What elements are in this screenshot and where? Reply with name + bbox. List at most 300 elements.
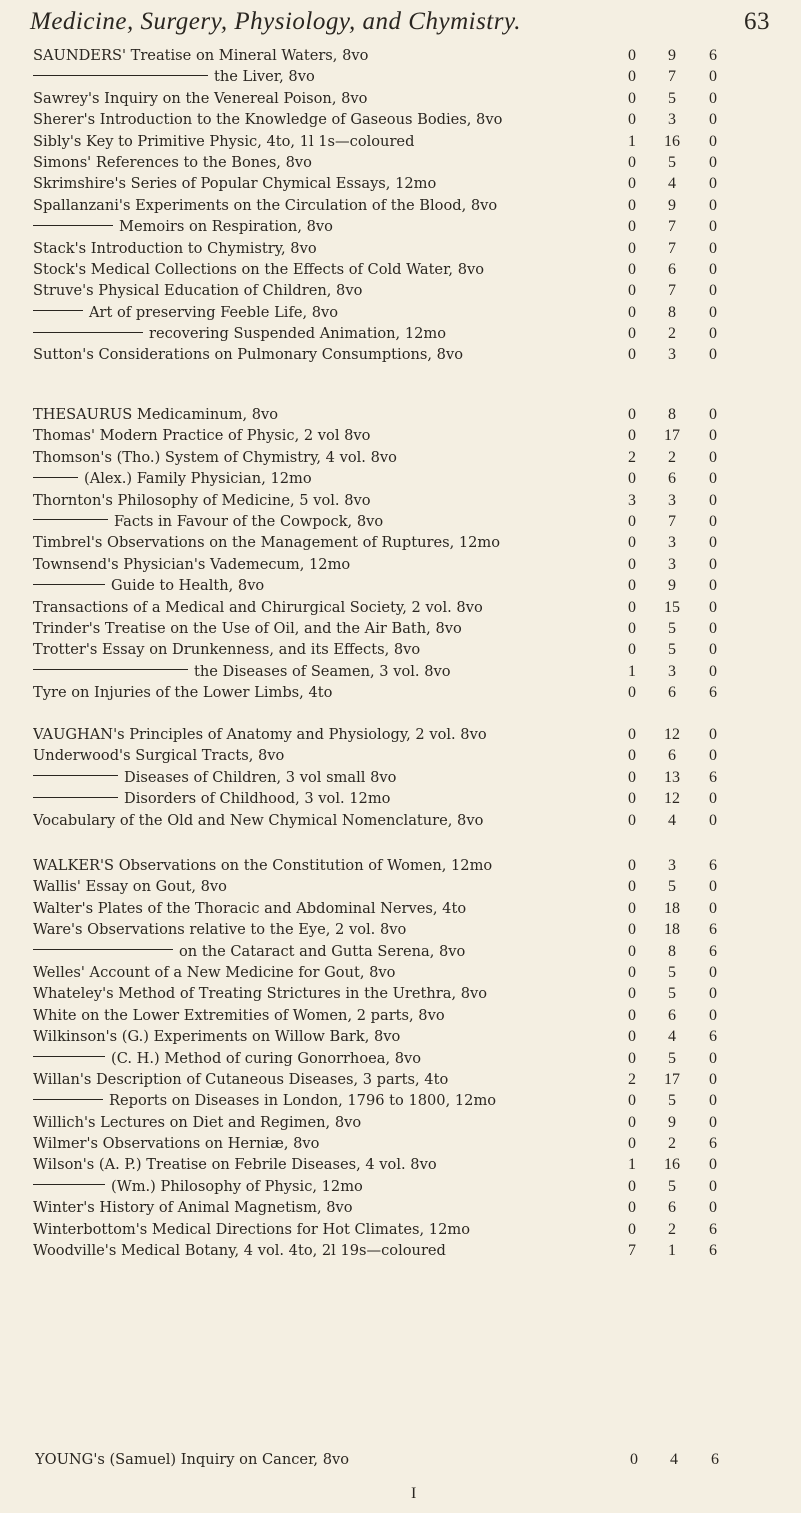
entry-text: Diseases of Children, 3 vol small 8vo xyxy=(124,768,397,786)
list-item xyxy=(33,259,738,280)
entry-text: Welles' Account of a New Medicine for Gout, 8vo xyxy=(33,963,396,981)
price-shillings: 2 xyxy=(668,448,676,466)
entry-text: Willan's Description of Cutaneous Diseases, 3 parts, 4to xyxy=(33,1070,449,1088)
entry-title xyxy=(33,532,623,553)
price-pounds: 0 xyxy=(628,346,636,364)
entry-title xyxy=(33,1154,623,1175)
list-item xyxy=(33,425,738,446)
price-pence: 0 xyxy=(709,282,717,300)
price-pence: 0 xyxy=(709,153,717,171)
price-pounds: 0 xyxy=(628,260,636,278)
price-shillings: 9 xyxy=(668,1113,676,1131)
entry-text: VAUGHAN's Principles of Anatomy and Physiology, 2 vol. 8vo xyxy=(33,726,487,743)
entry-title xyxy=(33,152,623,173)
price-pounds: 0 xyxy=(628,68,636,86)
price-pounds: 0 xyxy=(628,325,636,343)
price-shillings: 9 xyxy=(668,577,676,595)
price-shillings: 7 xyxy=(668,239,676,257)
price-pounds: 0 xyxy=(628,1028,636,1046)
price-pounds: 0 xyxy=(628,1006,636,1024)
entry-title xyxy=(33,876,623,897)
price-pounds: 2 xyxy=(628,448,636,466)
entry-title xyxy=(33,745,623,766)
entry-title xyxy=(33,45,623,66)
entry-text: Ware's Observations relative to the Eye, 2 vol. 8vo xyxy=(33,921,407,939)
price-shillings: 5 xyxy=(668,963,676,981)
list-item xyxy=(33,1197,738,1218)
list-item xyxy=(33,238,738,259)
entry-title xyxy=(33,597,623,618)
entry-title xyxy=(33,788,623,809)
price-pence: 0 xyxy=(709,555,717,573)
price-shillings: 1 xyxy=(668,1242,676,1260)
entry-text: Sibly's Key to Primitive Physic, 4to, 1l 1s—coloured xyxy=(33,132,415,150)
price-pence: 6 xyxy=(709,857,717,874)
entry-title xyxy=(33,404,623,425)
entry-text: the Diseases of Seamen, 3 vol. 8vo xyxy=(194,662,451,680)
list-item xyxy=(33,280,738,301)
entry-title xyxy=(33,88,623,109)
entry-title xyxy=(33,1069,623,1090)
price-pounds: 0 xyxy=(628,619,636,637)
ditto-rule xyxy=(33,669,188,670)
price-pounds: 0 xyxy=(628,1049,636,1067)
ditto-rule xyxy=(33,1184,105,1185)
price-pounds: 0 xyxy=(628,218,636,236)
price-pounds: 0 xyxy=(628,577,636,595)
entry-text: Woodville's Medical Botany, 4 vol. 4to, 2l 19s—coloured xyxy=(33,1242,446,1260)
list-item xyxy=(33,152,738,173)
entry-text: Thornton's Philosophy of Medicine, 5 vol. 8vo xyxy=(33,491,371,509)
price-shillings: 8 xyxy=(668,406,676,423)
price-shillings: 2 xyxy=(668,1220,676,1238)
entry-text: Thomas' Modern Practice of Physic, 2 vol 8vo xyxy=(33,427,371,445)
list-item xyxy=(33,855,738,876)
entry-text: Simons' References to the Bones, 8vo xyxy=(33,153,312,171)
price-pence: 6 xyxy=(709,1220,717,1238)
price-pounds: 1 xyxy=(628,662,636,680)
ditto-rule xyxy=(33,584,105,585)
entry-title xyxy=(33,468,623,489)
section-v xyxy=(33,724,738,831)
ditto-rule xyxy=(33,1056,105,1057)
entry-text: Wilmer's Observations on Herniæ, 8vo xyxy=(33,1135,320,1153)
entry-title xyxy=(33,618,623,639)
price-pounds: 0 xyxy=(628,641,636,659)
price-pence: 6 xyxy=(709,1028,717,1046)
price-pence: 0 xyxy=(709,491,717,509)
price-shillings: 4 xyxy=(668,1028,676,1046)
entry-text: Tyre on Injuries of the Lower Limbs, 4to xyxy=(33,684,333,702)
price-pence: 6 xyxy=(709,47,717,64)
entry-text: on the Cataract and Gutta Serena, 8vo xyxy=(179,942,466,960)
entry-text: Wallis' Essay on Gout, 8vo xyxy=(33,878,227,896)
list-item xyxy=(33,724,738,745)
price-pence: 6 xyxy=(709,768,717,786)
list-item xyxy=(33,1048,738,1069)
price-pence: 0 xyxy=(709,1177,717,1195)
price-shillings: 5 xyxy=(668,89,676,107)
entry-text: Wilkinson's (G.) Experiments on Willow Bark, 8vo xyxy=(33,1028,401,1046)
entry-text: Winter's History of Animal Magnetism, 8vo xyxy=(33,1199,353,1217)
price-shillings: 3 xyxy=(668,534,676,552)
price-shillings: 5 xyxy=(668,619,676,637)
price-pence: 0 xyxy=(709,1092,717,1110)
list-item xyxy=(33,173,738,194)
price-pence: 0 xyxy=(709,448,717,466)
list-item xyxy=(33,447,738,468)
price-pence: 0 xyxy=(709,577,717,595)
price-shillings: 5 xyxy=(668,641,676,659)
price-shillings: 5 xyxy=(668,1092,676,1110)
list-item xyxy=(33,1112,738,1133)
entry-text: Transactions of a Medical and Chirurgical Society, 2 vol. 8vo xyxy=(33,598,483,616)
price-pounds: 0 xyxy=(628,175,636,193)
price-pounds: 0 xyxy=(628,196,636,214)
price-pence: 0 xyxy=(709,303,717,321)
price-pence: 0 xyxy=(709,1006,717,1024)
list-item xyxy=(33,1090,738,1111)
price-pounds: 0 xyxy=(628,555,636,573)
entry-title xyxy=(33,941,623,962)
section-s xyxy=(33,45,738,366)
entry-text: Willich's Lectures on Diet and Regimen, 8vo xyxy=(33,1113,362,1131)
page-number: 63 xyxy=(744,8,770,35)
entry-title xyxy=(33,575,623,596)
list-item xyxy=(33,195,738,216)
entry-title xyxy=(33,131,623,152)
entry-title xyxy=(33,66,623,87)
list-item xyxy=(33,597,738,618)
entry-title xyxy=(33,302,623,323)
list-item xyxy=(33,745,738,766)
entry-text: White on the Lower Extremities of Women, 2 parts, 8vo xyxy=(33,1006,445,1024)
entry-text: SAUNDERS' Treatise on Mineral Waters, 8vo xyxy=(33,47,369,64)
entry-title xyxy=(33,724,623,745)
price-shillings: 5 xyxy=(668,1049,676,1067)
price-shillings: 6 xyxy=(668,1006,676,1024)
price-shillings: 7 xyxy=(668,68,676,86)
list-item xyxy=(33,88,738,109)
entry-title xyxy=(33,1090,623,1111)
list-item xyxy=(33,511,738,532)
price-pence: 0 xyxy=(709,662,717,680)
entry-title xyxy=(33,554,623,575)
list-item xyxy=(33,404,738,425)
price-shillings: 6 xyxy=(668,1199,676,1217)
price-pence: 0 xyxy=(709,726,717,743)
price-pounds: 2 xyxy=(628,1070,636,1088)
list-item xyxy=(33,575,738,596)
price-pounds: 0 xyxy=(628,89,636,107)
entry-title xyxy=(33,1197,623,1218)
price-pence: 0 xyxy=(709,512,717,530)
price-pence: 0 xyxy=(709,196,717,214)
price-shillings: 17 xyxy=(664,1070,680,1088)
price-pence: 0 xyxy=(709,239,717,257)
entry-title xyxy=(33,1240,623,1261)
price-pence: 0 xyxy=(709,619,717,637)
list-item xyxy=(33,788,738,809)
price-shillings: 16 xyxy=(664,1156,680,1174)
price-pence: 0 xyxy=(709,427,717,445)
entry-title xyxy=(33,280,623,301)
entry-text: Walter's Plates of the Thoracic and Abdominal Nerves, 4to xyxy=(33,899,467,917)
list-item xyxy=(33,767,738,788)
entry-title xyxy=(33,1219,623,1240)
entry-text: Reports on Diseases in London, 1796 to 1800, 12mo xyxy=(109,1092,497,1110)
ditto-rule xyxy=(33,310,83,311)
price-pounds: 0 xyxy=(628,598,636,616)
price-pence: 0 xyxy=(709,89,717,107)
price-pounds: 0 xyxy=(628,811,636,829)
ditto-rule xyxy=(33,797,118,798)
entry-text: Sherer's Introduction to the Knowledge of Gaseous Bodies, 8vo xyxy=(33,111,503,129)
price-pounds: 0 xyxy=(628,963,636,981)
entry-title xyxy=(33,344,623,365)
entry-text: Wilson's (A. P.) Treatise on Febrile Diseases, 4 vol. 8vo xyxy=(33,1156,437,1174)
entry-title xyxy=(33,810,623,831)
price-pounds: 0 xyxy=(628,878,636,896)
price-pounds: 0 xyxy=(628,747,636,765)
price-pounds: 0 xyxy=(628,534,636,552)
price-pounds: 0 xyxy=(628,1113,636,1131)
price-pounds: 0 xyxy=(628,1220,636,1238)
entry-title xyxy=(33,898,623,919)
price-shillings: 7 xyxy=(668,282,676,300)
price-pounds: 0 xyxy=(628,512,636,530)
price-shillings: 5 xyxy=(668,878,676,896)
price-pounds: 0 xyxy=(628,1199,636,1217)
entry-text: Spallanzani's Experiments on the Circulation of the Blood, 8vo xyxy=(33,196,498,214)
list-item xyxy=(33,554,738,575)
section-w xyxy=(33,855,738,1261)
price-pounds: 0 xyxy=(628,153,636,171)
price-pence: 6 xyxy=(711,1451,719,1468)
list-item xyxy=(33,1069,738,1090)
price-pounds: 0 xyxy=(628,726,636,743)
price-pence: 0 xyxy=(709,534,717,552)
entry-title xyxy=(33,1048,623,1069)
price-shillings: 5 xyxy=(668,153,676,171)
price-pence: 0 xyxy=(709,470,717,488)
entry-title xyxy=(33,195,623,216)
list-item xyxy=(33,1005,738,1026)
price-pence: 0 xyxy=(709,1113,717,1131)
price-pounds: 0 xyxy=(628,1177,636,1195)
price-shillings: 6 xyxy=(668,470,676,488)
entry-title xyxy=(33,109,623,130)
entry-title xyxy=(33,1026,623,1047)
ditto-rule xyxy=(33,225,113,226)
entry-title xyxy=(33,1112,623,1133)
list-item xyxy=(33,919,738,940)
entry-title xyxy=(33,1176,623,1197)
price-pounds: 0 xyxy=(628,768,636,786)
price-pounds: 0 xyxy=(628,282,636,300)
price-pence: 0 xyxy=(709,132,717,150)
price-pence: 6 xyxy=(709,1135,717,1153)
list-item xyxy=(33,109,738,130)
entry-title xyxy=(33,447,623,468)
price-pounds: 0 xyxy=(628,1092,636,1110)
list-item xyxy=(33,468,738,489)
list-item xyxy=(33,682,738,703)
price-pounds: 0 xyxy=(630,1451,638,1468)
price-shillings: 7 xyxy=(668,512,676,530)
price-pounds: 3 xyxy=(628,491,636,509)
entry-title xyxy=(33,919,623,940)
footer-entry xyxy=(35,1449,735,1470)
list-item xyxy=(33,639,738,660)
price-pence: 6 xyxy=(709,1242,717,1260)
entry-text: THESAURUS Medicaminum, 8vo xyxy=(33,406,279,423)
price-shillings: 12 xyxy=(664,726,680,743)
price-shillings: 6 xyxy=(668,684,676,702)
entry-text: Struve's Physical Education of Children, 8vo xyxy=(33,282,363,300)
entry-text: recovering Suspended Animation, 12mo xyxy=(149,325,447,343)
price-pounds: 0 xyxy=(628,406,636,423)
entry-title xyxy=(33,855,623,876)
list-item xyxy=(33,1219,738,1240)
page-header xyxy=(30,8,770,44)
price-pence: 6 xyxy=(709,684,717,702)
list-item xyxy=(33,66,738,87)
list-item xyxy=(33,131,738,152)
entry-text: Disorders of Childhood, 3 vol. 12mo xyxy=(124,790,391,808)
price-shillings: 3 xyxy=(668,857,676,874)
price-shillings: 3 xyxy=(668,555,676,573)
price-pounds: 7 xyxy=(628,1242,636,1260)
price-shillings: 5 xyxy=(668,1177,676,1195)
list-item xyxy=(33,898,738,919)
price-pence: 0 xyxy=(709,1156,717,1174)
entry-title xyxy=(33,661,623,682)
price-pounds: 0 xyxy=(628,790,636,808)
entry-title xyxy=(33,259,623,280)
list-item xyxy=(33,532,738,553)
list-item xyxy=(33,1026,738,1047)
running-title: Medicine, Surgery, Physiology, and Chymistry. xyxy=(30,8,521,35)
entry-title xyxy=(33,962,623,983)
price-shillings: 18 xyxy=(664,921,680,939)
entry-text: (Alex.) Family Physician, 12mo xyxy=(84,470,312,488)
entry-title xyxy=(33,1133,623,1154)
price-pounds: 0 xyxy=(628,303,636,321)
list-item xyxy=(33,344,738,365)
entry-text: the Liver, 8vo xyxy=(214,68,315,86)
entry-text: WALKER'S Observations on the Constitution of Women, 12mo xyxy=(33,857,493,874)
price-pounds: 0 xyxy=(628,921,636,939)
list-item xyxy=(33,941,738,962)
price-pence: 0 xyxy=(709,175,717,193)
price-shillings: 8 xyxy=(668,942,676,960)
price-pence: 0 xyxy=(709,260,717,278)
price-pounds: 0 xyxy=(628,427,636,445)
entry-title xyxy=(33,511,623,532)
entry-title xyxy=(33,1005,623,1026)
price-pounds: 0 xyxy=(628,857,636,874)
price-pence: 0 xyxy=(709,790,717,808)
list-item xyxy=(33,618,738,639)
ditto-rule xyxy=(33,949,173,950)
price-shillings: 3 xyxy=(668,111,676,129)
entry-text: Vocabulary of the Old and New Chymical Nomenclature, 8vo xyxy=(33,811,484,829)
price-pence: 0 xyxy=(709,1049,717,1067)
price-pence: 0 xyxy=(709,963,717,981)
price-shillings: 4 xyxy=(668,811,676,829)
price-pence: 0 xyxy=(709,598,717,616)
price-pence: 0 xyxy=(709,985,717,1003)
price-shillings: 17 xyxy=(664,427,680,445)
price-shillings: 9 xyxy=(668,196,676,214)
price-shillings: 4 xyxy=(670,1451,678,1468)
price-pence: 0 xyxy=(709,899,717,917)
price-pounds: 1 xyxy=(628,132,636,150)
price-pence: 6 xyxy=(709,942,717,960)
price-pence: 0 xyxy=(709,811,717,829)
price-pounds: 0 xyxy=(628,942,636,960)
price-pence: 6 xyxy=(709,921,717,939)
entry-text: Art of preserving Feeble Life, 8vo xyxy=(89,303,339,321)
entry-text: Underwood's Surgical Tracts, 8vo xyxy=(33,747,285,765)
entry-title xyxy=(33,238,623,259)
price-shillings: 18 xyxy=(664,899,680,917)
list-item xyxy=(33,661,738,682)
price-pence: 0 xyxy=(709,325,717,343)
ditto-rule xyxy=(33,332,143,333)
price-pounds: 0 xyxy=(628,684,636,702)
entry-title xyxy=(33,682,623,703)
list-item xyxy=(33,983,738,1004)
price-shillings: 4 xyxy=(668,175,676,193)
price-pounds: 0 xyxy=(628,47,636,64)
price-pence: 0 xyxy=(709,111,717,129)
entry-text: Townsend's Physician's Vademecum, 12mo xyxy=(33,555,351,573)
price-pence: 0 xyxy=(709,641,717,659)
list-item xyxy=(33,1176,738,1197)
signature-mark: I xyxy=(411,1485,417,1502)
price-shillings: 2 xyxy=(668,325,676,343)
price-pounds: 1 xyxy=(628,1156,636,1174)
entry-title xyxy=(33,425,623,446)
price-shillings: 12 xyxy=(664,790,680,808)
price-shillings: 3 xyxy=(668,491,676,509)
list-item xyxy=(33,810,738,831)
entry-title: YOUNG's (Samuel) Inquiry on Cancer, 8vo xyxy=(35,1451,350,1468)
entry-title xyxy=(33,983,623,1004)
ditto-rule xyxy=(33,1099,103,1100)
price-pence: 0 xyxy=(709,406,717,423)
price-shillings: 3 xyxy=(668,662,676,680)
list-item xyxy=(33,1154,738,1175)
entry-text: Stack's Introduction to Chymistry, 8vo xyxy=(33,239,317,257)
price-pence: 0 xyxy=(709,878,717,896)
price-pounds: 0 xyxy=(628,111,636,129)
list-item xyxy=(33,323,738,344)
price-pence: 0 xyxy=(709,1199,717,1217)
price-shillings: 3 xyxy=(668,346,676,364)
price-pence: 0 xyxy=(709,1070,717,1088)
ditto-rule xyxy=(33,519,108,520)
entry-text: Thomson's (Tho.) System of Chymistry, 4 vol. 8vo xyxy=(33,448,397,466)
price-shillings: 6 xyxy=(668,747,676,765)
entry-title xyxy=(33,173,623,194)
entry-text: Stock's Medical Collections on the Effects of Cold Water, 8vo xyxy=(33,260,485,278)
entry-text: Timbrel's Observations on the Management of Ruptures, 12mo xyxy=(33,534,501,552)
price-shillings: 5 xyxy=(668,985,676,1003)
list-item xyxy=(33,962,738,983)
